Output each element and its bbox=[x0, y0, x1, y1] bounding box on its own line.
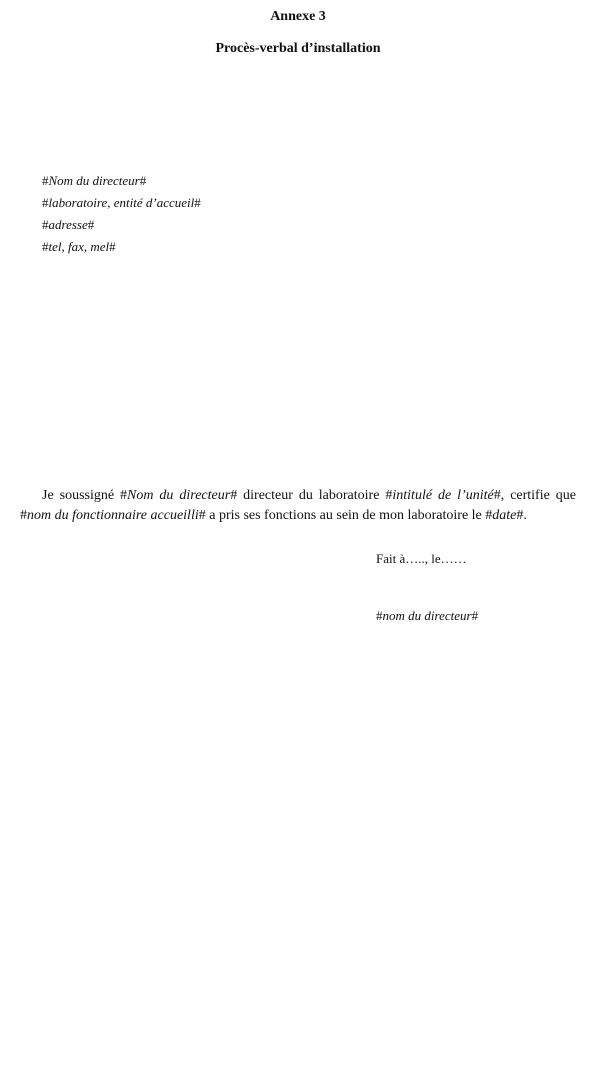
lab-entity-line bbox=[42, 192, 201, 214]
address-placeholder: adresse bbox=[48, 217, 88, 232]
address-line bbox=[42, 214, 201, 236]
body-text-5: #. bbox=[516, 508, 527, 523]
hash-close: # bbox=[139, 173, 147, 188]
body-text-2: # directeur du laboratoire # bbox=[230, 488, 393, 503]
official-name-field: nom du fonctionnaire accueilli bbox=[27, 508, 199, 523]
signature-line bbox=[376, 608, 478, 624]
body-text-1: Je soussigné # bbox=[42, 488, 128, 503]
hash-open: # bbox=[42, 239, 49, 254]
contact-line bbox=[42, 236, 201, 258]
hash-open: # bbox=[42, 173, 49, 188]
annex-title: Annexe 3 bbox=[270, 9, 326, 24]
hash-open: # bbox=[42, 217, 49, 232]
unit-title-field: intitulé de l’unité bbox=[392, 488, 494, 503]
body-text-3: #, certifie que # bbox=[20, 488, 576, 523]
director-name-line bbox=[42, 170, 201, 192]
contact-placeholder: tel, fax, mel bbox=[48, 239, 110, 254]
hash-close: # bbox=[471, 608, 479, 623]
place-date-line: Fait à….., le…… bbox=[376, 551, 467, 566]
certification-paragraph bbox=[20, 486, 576, 526]
lab-entity-placeholder: laboratoire, entité d’accueil bbox=[48, 195, 195, 210]
hash-open: # bbox=[42, 195, 49, 210]
date-field: date bbox=[492, 508, 517, 523]
director-name-placeholder: Nom du directeur bbox=[48, 173, 140, 188]
hash-close: # bbox=[87, 217, 95, 232]
hash-open: # bbox=[376, 608, 383, 623]
signature-director-placeholder: nom du directeur bbox=[382, 608, 472, 623]
body-text-4: # a pris ses fonctions au sein de mon laboratoire le # bbox=[198, 508, 493, 523]
hash-close: # bbox=[109, 239, 116, 254]
address-block bbox=[42, 170, 201, 258]
document-title: Procès-verbal d’installation bbox=[215, 41, 381, 56]
director-name-field: Nom du directeur bbox=[127, 488, 231, 503]
hash-close: # bbox=[194, 195, 201, 210]
